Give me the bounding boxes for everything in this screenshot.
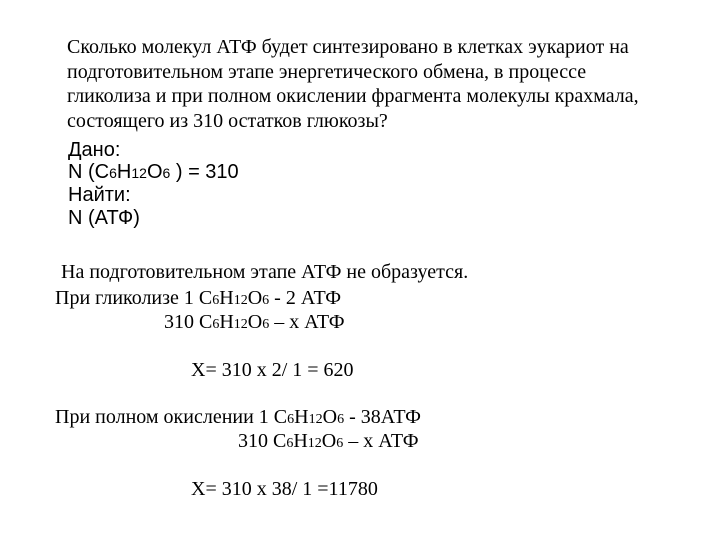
glycolysis-proportion: 310 C6H12O6 – х АТФ	[164, 311, 345, 333]
find-heading: Найти:	[68, 184, 131, 206]
given-formula: N (C6H12O6 ) = 310	[68, 161, 239, 183]
question-line-2: подготовительном этапе энергетического обмена, в процессе	[67, 61, 587, 83]
oxidation-proportion: 310 C6H12O6 – х АТФ	[238, 430, 419, 452]
oxidation-equation: При полном окислении 1 C6H12O6 - 38АТФ	[55, 406, 421, 428]
glycolysis-equation: При гликолизе 1 C6H12O6 - 2 АТФ	[55, 287, 342, 309]
glycolysis-result: Х= 310 х 2/ 1 = 620	[191, 359, 354, 381]
question-line-1: Сколько молекул АТФ будет синтезировано в клетках эукариот на	[67, 36, 629, 58]
prep-stage-text: На подготовительном этапе АТФ не образуется.	[61, 261, 469, 283]
question-line-4: состоящего из 310 остатков глюкозы?	[67, 110, 388, 132]
question-line-3: гликолиза и при полном окислении фрагмента молекулы крахмала,	[67, 85, 639, 107]
find-value: N (АТФ)	[68, 207, 140, 229]
given-heading: Дано:	[68, 139, 121, 161]
oxidation-result: Х= 310 х 38/ 1 =11780	[191, 478, 378, 500]
